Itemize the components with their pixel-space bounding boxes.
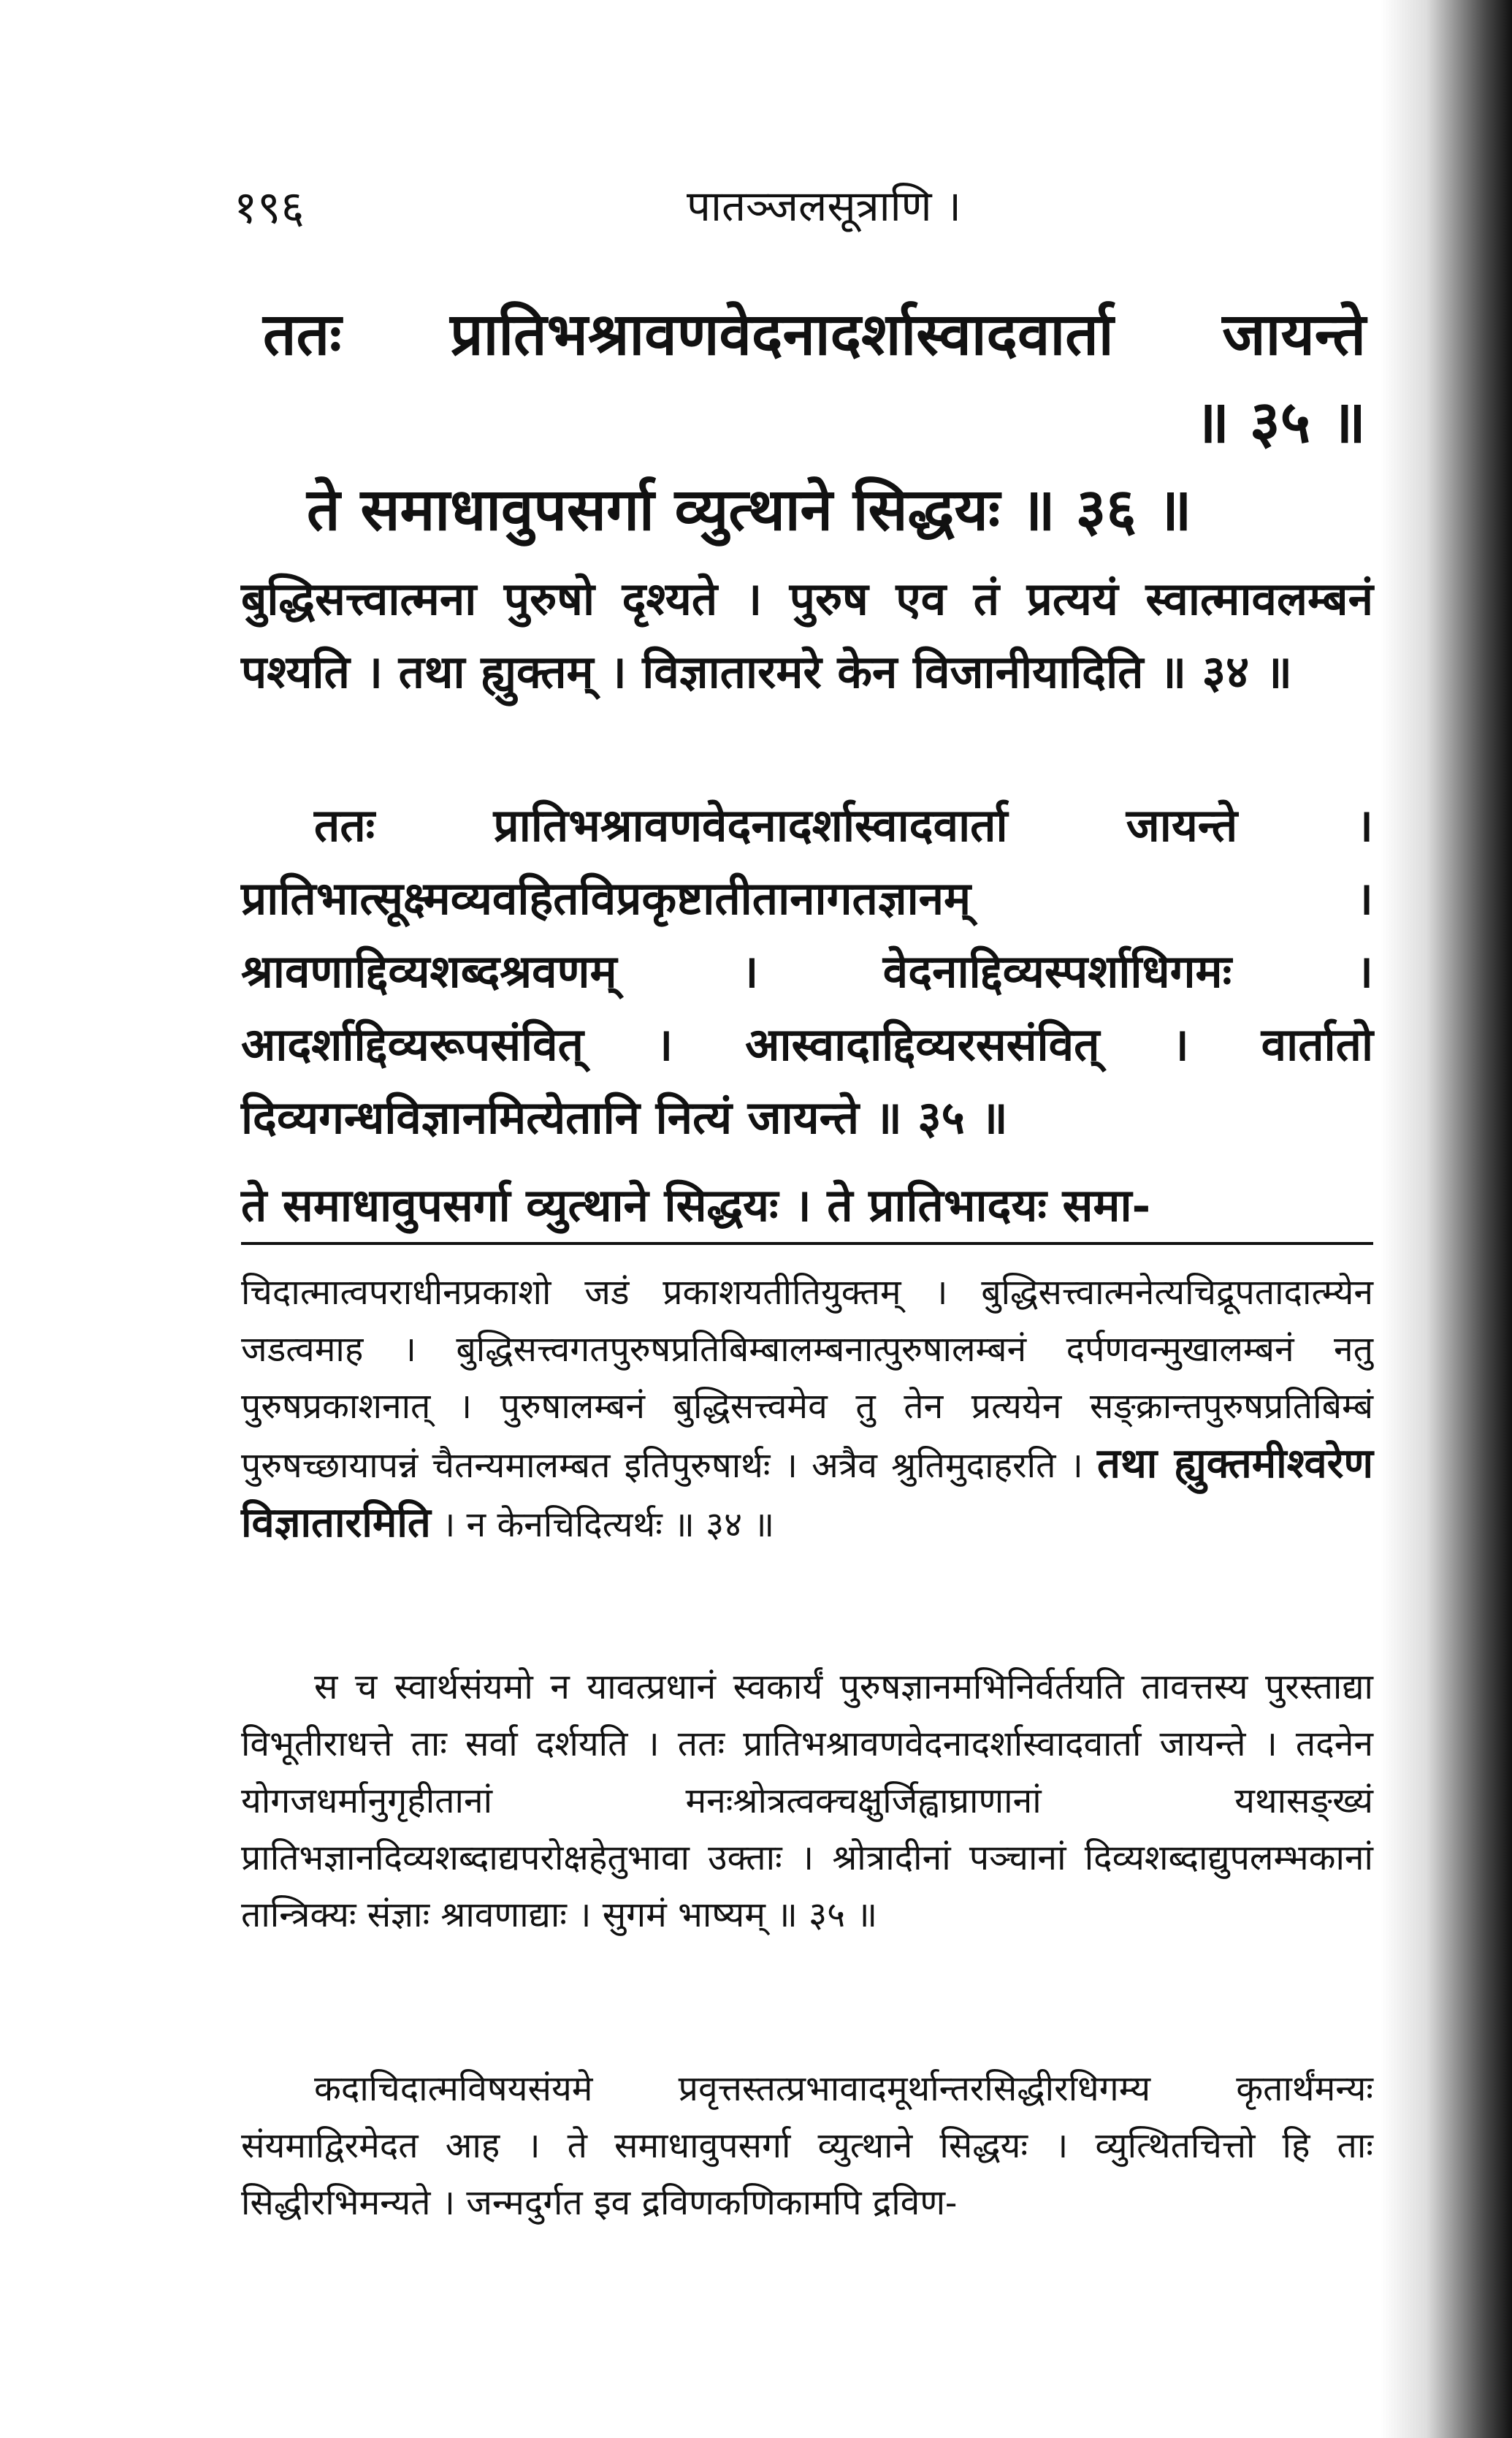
gloss-paragraph-34 xyxy=(241,1264,1373,1553)
bhashya-paragraph-36 xyxy=(241,1169,1373,1242)
binding-shadow xyxy=(1381,0,1512,2438)
gloss-paragraph-36 xyxy=(241,2060,1373,2231)
gloss-text: कदाचिदात्मविषयसंयमे प्रवृत्तस्तत्प्रभावादमूर्थान्तरसिद्धीरधिगम्य कृतार्थंमन्यः संयमाद्विरमेदत आह । ते समाधावुपसर्गा व्युत्थाने सिद्धयः । व्युत्थितचित्तो हि ताः सिद्धीरभिमन्यते । जन्मदुर्गत इव द्रविणकणिकामपि द्रविण- xyxy=(241,2068,1373,2223)
sutra-35-text: ततः प्रातिभश्रावणवेदनादर्शास्वादवार्ता जायन्ते xyxy=(263,300,1366,368)
divider-rule xyxy=(241,1242,1373,1245)
bhashya-paragraph-34 xyxy=(241,563,1373,709)
bhashya-text: ते समाधावुपसर्गा व्युत्थाने सिद्धयः । ते प्रातिभादयः समा- xyxy=(241,1178,1151,1232)
gloss-quoted-bhashya: तथा ह्युक्तमीश्वरेण विज्ञातारमिति xyxy=(241,1439,1373,1547)
bhashya-text: ततः प्रातिभश्रावणवेदनादर्शास्वादवार्ता जायन्ते । प्रातिभात्सूक्ष्मव्यवहितविप्रकृष्टातीतानागतज्ञानम् । श्रावणाद्दिव्यशब्दश्रवणम् । वेदनाद्दिव्यस्पर्शाधिगमः । आदर्शाद्दिव्यरूपसंवित् । आस्वादाद्दिव्यरससंवित् । वार्तातो दिव्यगन्धविज्ञानमित्येतानि नित्यं जायन्ते ॥ ३५ ॥ xyxy=(241,799,1373,1144)
bhashya-paragraph-35 xyxy=(241,789,1373,1154)
gloss-text-start: चिदात्मात्वपराधीनप्रकाशो जडं प्रकाशयतीतियुक्तम् । बुद्धिसत्त्वात्मनेत्यचिद्रूपतादात्म्येन जडत्वमाह । बुद्धिसत्त्वगतपुरुषप्रतिबिम्बालम्बनात्पुरुषालम्बनं दर्पणवन्मुखालम्बनं नतु पुरुषप्रकाशनात् । पुरुषालम्बनं बुद्धिसत्त्वमेव तु तेन प्रत्ययेन सङ्क्रान्तपुरुषप्रतिबिम्बं पुरुषच्छायापन्नं चैतन्यमालम्बत इतिपुरुषार्थः । अत्रैव श्रुतिमुदाहरति । xyxy=(241,1272,1373,1486)
gloss-text: स च स्वार्थसंयमो न यावत्प्रधानं स्वकार्यं पुरुषज्ञानमभिनिर्वर्तयति तावत्तस्य पुरस्ताद्या विभूतीराधत्ते ताः सर्वा दर्शयति । ततः प्रातिभश्रावणवेदनादर्शास्वादवार्ता जायन्ते । तदनेन योगजधर्मानुगृहीतानां मनःश्रोत्रत्वक्चक्षुर्जिह्वाघ्राणानां यथासङ्ख्यं प्रातिभज्ञानदिव्यशब्दाद्यपरोक्षहेतुभावा उक्ताः । श्रोत्रादीनां पञ्चानां दिव्यशब्दाद्युपलम्भकानां तान्त्रिक्यः संज्ञाः श्रावणाद्याः । सुगमं भाष्यम् ॥ ३५ ॥ xyxy=(241,1666,1373,1935)
running-title: पातञ्जलसूत्राणि । xyxy=(687,181,962,231)
running-head xyxy=(234,175,1373,241)
sutra-35-number: ॥ ३५ ॥ xyxy=(1194,387,1366,456)
gloss-text-end: । न केनचिदित्यर्थः ॥ ३४ ॥ xyxy=(442,1504,775,1545)
gloss-text xyxy=(241,1264,1373,1553)
sutra-36: ते समाधावुपसर्गा व्युत्थाने सिद्धयः ॥ ३६ ॥ xyxy=(307,475,1192,544)
bhashya-text: बुद्धिसत्त्वात्मना पुरुषो दृश्यते । पुरुष एव तं प्रत्ययं स्वात्मावलम्बनं पश्यति । तथा ह्युक्तम् । विज्ञातारमरे केन विजानीयादिति ॥ ३४ ॥ xyxy=(241,572,1373,698)
page-number: १९६ xyxy=(234,180,305,234)
gloss-paragraph-35 xyxy=(241,1658,1373,1943)
